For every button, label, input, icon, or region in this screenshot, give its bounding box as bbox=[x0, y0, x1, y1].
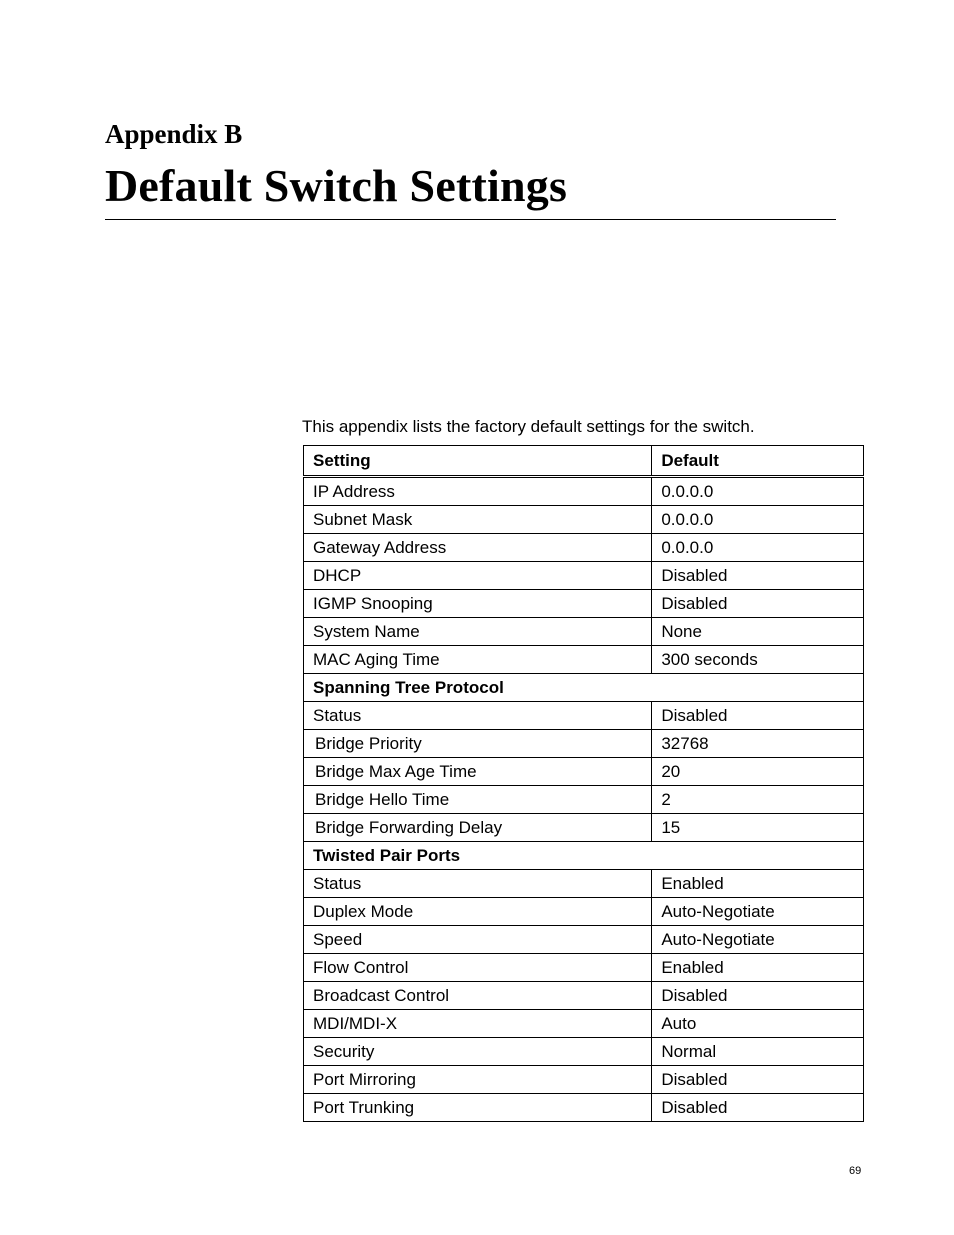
default-cell: Disabled bbox=[652, 982, 864, 1010]
setting-cell: IP Address bbox=[304, 477, 652, 506]
setting-cell: IGMP Snooping bbox=[304, 590, 652, 618]
default-cell: 0.0.0.0 bbox=[652, 506, 864, 534]
setting-cell: MDI/MDI-X bbox=[304, 1010, 652, 1038]
table-row bbox=[304, 1038, 864, 1066]
default-cell: Auto bbox=[652, 1010, 864, 1038]
table-body bbox=[304, 477, 864, 1122]
table-row bbox=[304, 870, 864, 898]
default-cell: Disabled bbox=[652, 1094, 864, 1122]
setting-cell: Speed bbox=[304, 926, 652, 954]
table-row bbox=[304, 786, 864, 814]
default-cell: 0.0.0.0 bbox=[652, 534, 864, 562]
setting-cell: Bridge Priority bbox=[304, 730, 652, 758]
default-cell: None bbox=[652, 618, 864, 646]
table-row bbox=[304, 590, 864, 618]
setting-cell: Bridge Hello Time bbox=[304, 786, 652, 814]
table-row bbox=[304, 1094, 864, 1122]
table-section-row bbox=[304, 674, 864, 702]
table-row bbox=[304, 618, 864, 646]
intro-paragraph: This appendix lists the factory default settings for the switch. bbox=[302, 417, 755, 436]
default-cell: Disabled bbox=[652, 590, 864, 618]
table-row bbox=[304, 702, 864, 730]
table-header-row bbox=[304, 446, 864, 477]
table-row bbox=[304, 1010, 864, 1038]
setting-cell: Security bbox=[304, 1038, 652, 1066]
setting-cell: Bridge Max Age Time bbox=[304, 758, 652, 786]
default-cell: Auto-Negotiate bbox=[652, 898, 864, 926]
title-divider bbox=[105, 219, 836, 220]
section-heading: Twisted Pair Ports bbox=[304, 842, 864, 870]
setting-cell: Bridge Forwarding Delay bbox=[304, 814, 652, 842]
default-cell: Auto-Negotiate bbox=[652, 926, 864, 954]
default-cell: 20 bbox=[652, 758, 864, 786]
table-row bbox=[304, 814, 864, 842]
section-heading: Spanning Tree Protocol bbox=[304, 674, 864, 702]
setting-cell: System Name bbox=[304, 618, 652, 646]
default-cell: 300 seconds bbox=[652, 646, 864, 674]
table-row bbox=[304, 1066, 864, 1094]
setting-cell: Status bbox=[304, 870, 652, 898]
page-title: Default Switch Settings bbox=[105, 160, 568, 211]
setting-cell: Duplex Mode bbox=[304, 898, 652, 926]
table-section-row bbox=[304, 842, 864, 870]
setting-cell: Status bbox=[304, 702, 652, 730]
default-cell: Disabled bbox=[652, 702, 864, 730]
table-row bbox=[304, 758, 864, 786]
table-row bbox=[304, 926, 864, 954]
table-row bbox=[304, 898, 864, 926]
default-cell: Enabled bbox=[652, 870, 864, 898]
default-cell: 32768 bbox=[652, 730, 864, 758]
setting-cell: Port Mirroring bbox=[304, 1066, 652, 1094]
default-cell: 2 bbox=[652, 786, 864, 814]
table-row bbox=[304, 646, 864, 674]
default-cell: Disabled bbox=[652, 562, 864, 590]
default-cell: Enabled bbox=[652, 954, 864, 982]
column-header-setting: Setting bbox=[304, 446, 652, 477]
table-row bbox=[304, 477, 864, 506]
table-row bbox=[304, 562, 864, 590]
setting-cell: Gateway Address bbox=[304, 534, 652, 562]
appendix-label: Appendix B bbox=[105, 119, 243, 149]
table-row bbox=[304, 534, 864, 562]
default-cell: Normal bbox=[652, 1038, 864, 1066]
default-cell: Disabled bbox=[652, 1066, 864, 1094]
setting-cell: MAC Aging Time bbox=[304, 646, 652, 674]
table-row bbox=[304, 506, 864, 534]
table-row bbox=[304, 730, 864, 758]
setting-cell: Broadcast Control bbox=[304, 982, 652, 1010]
setting-cell: Port Trunking bbox=[304, 1094, 652, 1122]
default-cell: 0.0.0.0 bbox=[652, 477, 864, 506]
page-number: 69 bbox=[849, 1165, 862, 1177]
default-cell: 15 bbox=[652, 814, 864, 842]
setting-cell: DHCP bbox=[304, 562, 652, 590]
table-row bbox=[304, 954, 864, 982]
setting-cell: Subnet Mask bbox=[304, 506, 652, 534]
table-row bbox=[304, 982, 864, 1010]
setting-cell: Flow Control bbox=[304, 954, 652, 982]
default-settings-table bbox=[303, 445, 864, 1122]
column-header-default: Default bbox=[652, 446, 864, 477]
